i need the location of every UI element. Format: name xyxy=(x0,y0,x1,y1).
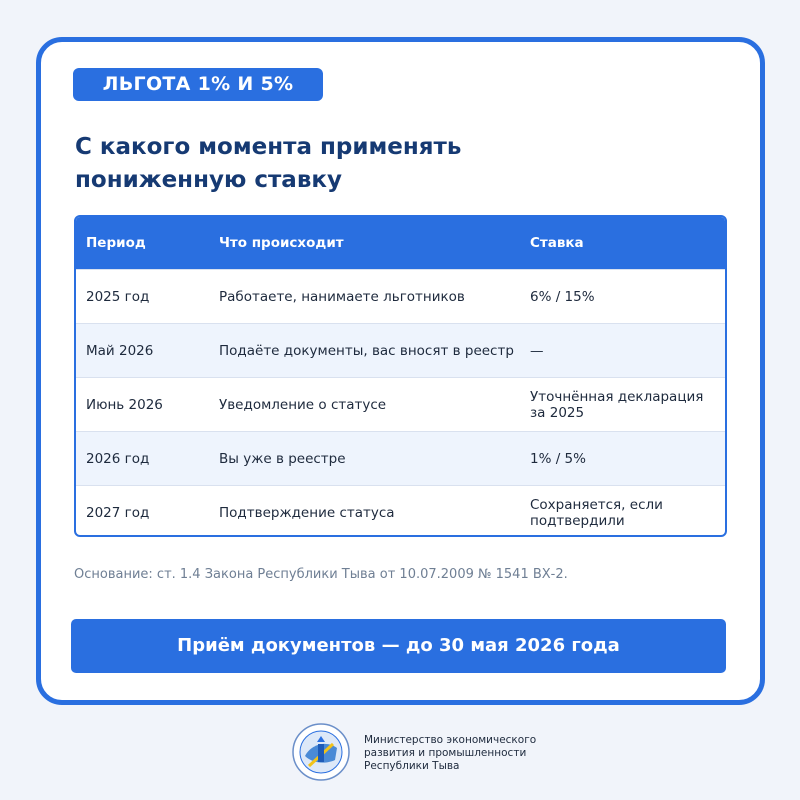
cell-period: 2026 год xyxy=(76,432,209,486)
ministry-name xyxy=(364,734,536,773)
cell-period: 2025 год xyxy=(76,270,209,324)
info-card xyxy=(36,37,765,705)
ministry-line-1: Министерство экономического xyxy=(364,734,537,746)
table-header-row xyxy=(76,217,725,270)
cell-period: 2027 год xyxy=(76,486,209,538)
table-row xyxy=(76,378,725,432)
cell-rate: Уточнённая декларация за 2025 xyxy=(520,378,725,432)
cell-period: Май 2026 xyxy=(76,324,209,378)
table-row xyxy=(76,432,725,486)
header-event: Что происходит xyxy=(209,217,520,270)
header-period: Период xyxy=(76,217,209,270)
cell-event: Подтверждение статуса xyxy=(209,486,520,538)
header-rate: Ставка xyxy=(520,217,725,270)
schedule-table xyxy=(74,215,727,537)
benefit-badge: ЛЬГОТА 1% И 5% xyxy=(73,68,323,101)
legal-basis-note: Основание: ст. 1.4 Закона Республики Тыва от 10.07.2009 № 1541 ВХ-2. xyxy=(74,567,568,582)
cell-event: Вы уже в реестре xyxy=(209,432,520,486)
table-row xyxy=(76,270,725,324)
page-title xyxy=(75,131,675,197)
cell-period: Июнь 2026 xyxy=(76,378,209,432)
cell-event: Уведомление о статусе xyxy=(209,378,520,432)
cell-event: Работаете, нанимаете льготников xyxy=(209,270,520,324)
title-line-2: пониженную ставку xyxy=(75,167,342,193)
footer xyxy=(291,722,591,782)
cell-rate: 1% / 5% xyxy=(520,432,725,486)
cell-rate: — xyxy=(520,324,725,378)
title-line-1: С какого момента применять xyxy=(75,134,462,160)
ministry-line-2: развития и промышленности xyxy=(364,747,527,759)
table-row xyxy=(76,324,725,378)
cell-rate: Сохраняется, если подтвердили xyxy=(520,486,725,538)
cell-event: Подаёте документы, вас вносят в реестр xyxy=(209,324,520,378)
table-row xyxy=(76,486,725,538)
ministry-line-3: Республики Тыва xyxy=(364,760,460,772)
deadline-banner: Приём документов — до 30 мая 2026 года xyxy=(71,619,726,673)
ministry-emblem-icon xyxy=(291,722,351,782)
cell-rate: 6% / 15% xyxy=(520,270,725,324)
